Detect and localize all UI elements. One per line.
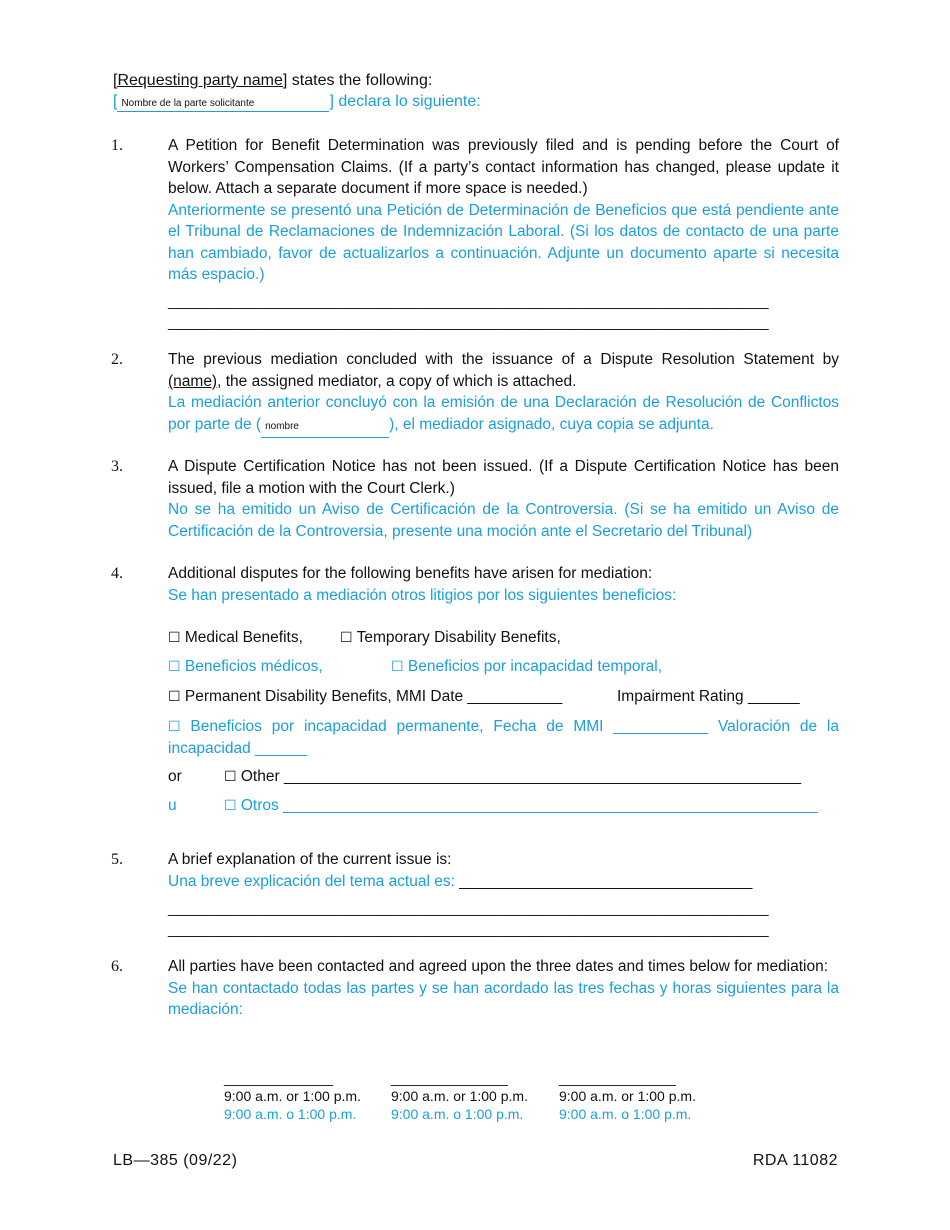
nombre-mediador-label: nombre — [265, 420, 299, 432]
mediator-name-field[interactable]: (name), — [168, 372, 222, 390]
item-2-en-text-b: the assigned mediator, a copy of which is attached. — [221, 372, 577, 390]
beneficios-medicos-checkbox[interactable]: ☐ — [168, 659, 181, 675]
item-1-en: A Petition for Benefit Determination was previously filed and is pending before the Court of Workers’ Compensation Claims. (If a party’s contact information has changed, please update it below. Attach a separate document if more space is needed.) — [168, 137, 839, 197]
item-4 — [168, 563, 839, 606]
incapacidad-temporal-label: Beneficios por incapacidad temporal, — [407, 658, 663, 675]
item-4-number: 4. — [111, 565, 123, 582]
item-2-en-text-a: The previous mediation concluded with the issuance of a Dispute Resolution Statement by — [168, 351, 839, 368]
date-slot-2-en: 9:00 a.m. or 1:00 p.m. — [391, 1088, 528, 1104]
other-checkbox[interactable]: ☐ — [224, 769, 237, 785]
item-5-es — [168, 871, 752, 893]
permanent-disability-checkbox[interactable]: ☐ — [168, 689, 181, 705]
item-2-es-text-a: La mediación anterior concluyó con la emisión de una Declaración de Resolución de Conflictos por parte de ( — [168, 394, 839, 433]
header-statement-text: states the following: — [287, 72, 433, 89]
item-1 — [168, 135, 839, 286]
medical-benefits-checkbox[interactable]: ☐ — [168, 630, 181, 646]
item-5-blank-1[interactable]: ________________________________________________________________________ — [168, 900, 769, 917]
date-slot-3-es: 9:00 a.m. o 1:00 p.m. — [559, 1106, 692, 1122]
item-5-blank-2[interactable]: ________________________________________________________________________ — [168, 921, 769, 938]
incapacidad-temporal-checkbox[interactable]: ☐ — [391, 659, 404, 675]
item-6 — [168, 956, 839, 1021]
item-6-number: 6. — [111, 958, 123, 975]
rda-number: RDA 11082 — [752, 1152, 838, 1169]
header-statement-es-text: declara lo siguiente: — [333, 93, 481, 110]
benefits-row-es-1 — [168, 658, 323, 676]
benefits-row-en-1 — [168, 629, 303, 647]
item-6-es: Se han contactado todas las partes y se han acordado las tres fechas y horas siguientes para la mediación: — [168, 979, 839, 1018]
date-slot-1 — [224, 1069, 361, 1123]
item-3-en: A Dispute Certification Notice has not been issued. (If a Dispute Certification Notice has been issued, file a motion with the Court Clerk.) — [168, 458, 839, 497]
date-slot-1-blank[interactable]: ______________ — [224, 1070, 334, 1086]
item-4-en: Additional disputes for the following benefits have arisen for mediation: — [168, 565, 653, 582]
item-6-en: All parties have been contacted and agreed upon the three dates and times below for mediation: — [168, 958, 829, 975]
item-2 — [168, 349, 839, 438]
item-5-blank-inline[interactable]: __________________________________ — [459, 873, 753, 890]
temporary-disability-label: Temporary Disability Benefits, — [356, 629, 561, 646]
item-1-es: Anteriormente se presentó una Petición de Determinación de Beneficios que está pendiente ante el Tribunal de Reclamaciones de Indemnización Laboral. (Si los datos de contacto de una parte han cambiado, favor de actualizarlos a continuación. Adjunte un documento aparte si necesita más espacio.) — [168, 201, 839, 283]
benefits-row-es-2 — [168, 716, 839, 760]
date-slot-2-blank[interactable]: _______________ — [391, 1070, 508, 1086]
item-3-es: No se ha emitido un Aviso de Certificación de la Controversia. (Si se ha emitido un Aviso de Certificación de la Controversia, presente una moción ante el Secretario del Tribunal) — [168, 501, 839, 540]
header-statement-es — [113, 93, 481, 112]
incapacidad-permanente-checkbox[interactable]: ☐ — [168, 719, 181, 735]
date-slot-2-es: 9:00 a.m. o 1:00 p.m. — [391, 1106, 524, 1122]
incapacidad-permanente-label: Beneficios por incapacidad permanente, Fecha de MMI ___________ Valoración de la incapacidad ______ — [168, 718, 839, 757]
requesting-party-name-field[interactable]: [Requesting party name] — [113, 72, 288, 89]
item-4-es: Se han presentado a mediación otros litigios por los siguientes beneficios: — [168, 586, 677, 604]
item-1-number: 1. — [111, 137, 123, 154]
date-slot-1-es: 9:00 a.m. o 1:00 p.m. — [224, 1106, 357, 1122]
header-statement — [113, 72, 432, 90]
date-slot-3 — [559, 1069, 696, 1123]
item-1-blank-1[interactable]: ________________________________________________________________________ — [168, 293, 769, 310]
bracket-close: ] — [329, 93, 334, 110]
item-5-es-text: Una breve explicación del tema actual es: — [168, 873, 455, 890]
or-label: or — [168, 768, 182, 785]
date-slot-2 — [391, 1069, 528, 1123]
bracket-open: [ — [113, 93, 118, 110]
or-label-es: u — [168, 797, 177, 814]
benefits-row-es-1b — [391, 658, 662, 676]
benefits-row-en-2 — [168, 688, 562, 706]
item-5-en: A brief explanation of the current issue is: — [168, 851, 452, 868]
form-id: LB—385 (09/22) — [113, 1152, 238, 1169]
nombre-parte-label: Nombre de la parte solicitante — [121, 98, 255, 109]
item-3 — [168, 456, 839, 542]
medical-benefits-label: Medical Benefits, — [184, 629, 303, 646]
temporary-disability-checkbox[interactable]: ☐ — [340, 630, 353, 646]
item-5-number: 5. — [111, 851, 123, 868]
nombre-mediador-field[interactable] — [261, 414, 389, 439]
permanent-disability-label: Permanent Disability Benefits, MMI Date ___________ — [184, 688, 563, 705]
otros-checkbox[interactable]: ☐ — [224, 798, 237, 814]
beneficios-medicos-label: Beneficios médicos, — [184, 658, 323, 675]
other-row-en — [224, 768, 801, 786]
item-2-number: 2. — [111, 351, 123, 368]
benefits-row-en-1b — [340, 629, 561, 647]
item-1-blank-2[interactable]: ________________________________________________________________________ — [168, 314, 769, 331]
impairment-rating-label[interactable]: Impairment Rating ______ — [617, 688, 800, 705]
date-slot-3-en: 9:00 a.m. or 1:00 p.m. — [559, 1088, 696, 1104]
other-label[interactable]: Other ____________________________________________________________ — [240, 768, 802, 785]
date-slot-1-en: 9:00 a.m. or 1:00 p.m. — [224, 1088, 361, 1104]
item-2-es-text-b: ), el mediador asignado, cuya copia se adjunta. — [389, 415, 714, 433]
item-2-es — [168, 392, 839, 438]
date-slot-3-blank[interactable]: _______________ — [559, 1070, 676, 1086]
item-3-number: 3. — [111, 458, 123, 475]
otros-label[interactable]: Otros ______________________________________________________________ — [240, 797, 818, 814]
nombre-parte-field[interactable] — [117, 93, 329, 112]
item-2-en — [168, 349, 839, 392]
other-row-es — [224, 797, 818, 815]
